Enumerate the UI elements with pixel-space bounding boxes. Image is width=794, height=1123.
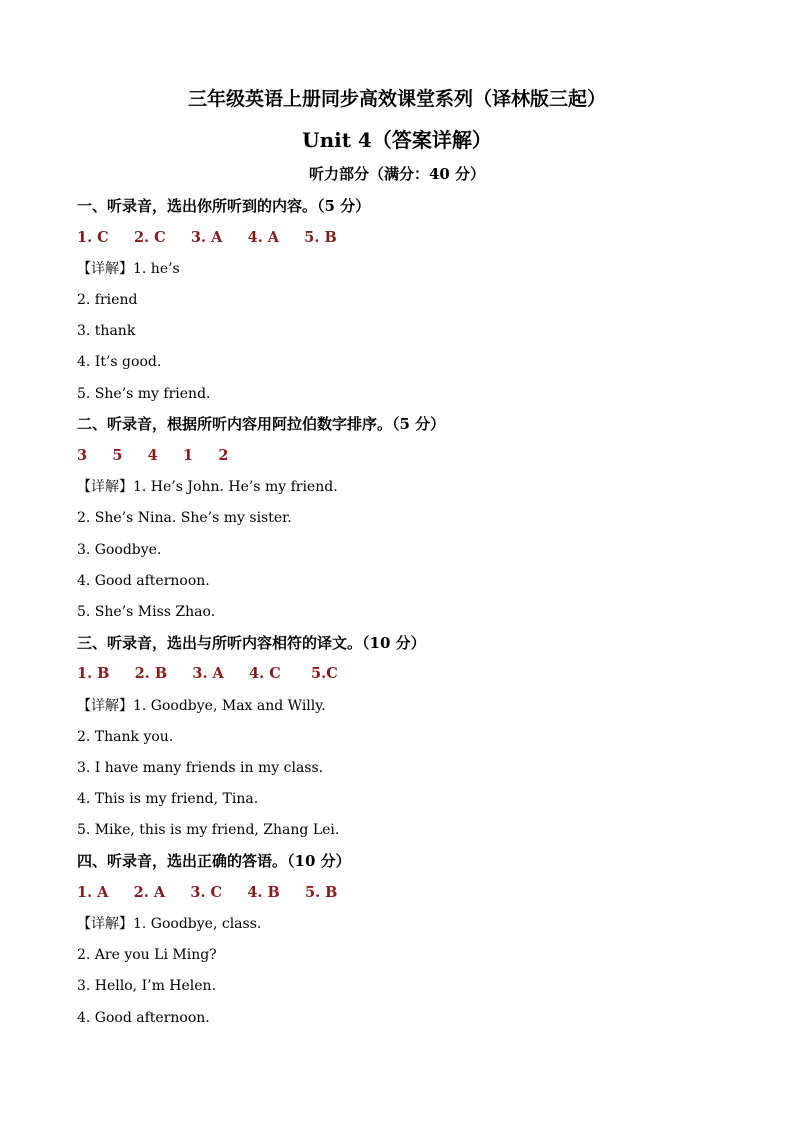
detail-line: 3. I have many friends in my class. [77,760,324,776]
detail-line: 2. Thank you. [77,729,174,745]
detail-line: 【详解】1. he’s [77,261,180,277]
detail-line: 3. Hello, I’m Helen. [77,978,217,994]
detail-line: 4. This is my friend, Tina. [77,791,259,807]
detail-label: 【详解】 [77,261,133,277]
detail-line: 5. Mike, this is my friend, Zhang Lei. [77,822,340,838]
detail-line: 2. friend [77,292,138,308]
detail-line: 3. Goodbye. [77,542,162,558]
part-heading: 听力部分（满分：40 分） [308,165,486,183]
detail-label: 【详解】 [77,698,133,714]
document-title: 三年级英语上册同步高效课堂系列（译林版三起） [187,88,606,110]
section-heading: 二、听录音，根据所听内容用阿拉伯数字排序。（5 分） [77,415,446,433]
section-answers: 1. B 2. B 3. A 4. C 5.C [77,665,338,682]
detail-line: 4. It’s good. [77,354,162,370]
detail-line: 4. Good afternoon. [77,1010,210,1026]
detail-line: 2. Are you Li Ming? [77,947,217,963]
section-answers: 1. C 2. C 3. A 4. A 5. B [77,229,337,246]
document-subtitle: Unit 4（答案详解） [302,128,492,152]
detail-line: 【详解】1. Goodbye, class. [77,916,262,932]
detail-label: 【详解】 [77,916,133,932]
section-answers: 3 5 4 1 2 [77,447,229,464]
section-heading: 三、听录音，选出与所听内容相符的译文。（10 分） [77,634,426,652]
detail-line: 3. thank [77,323,136,339]
detail-line: 4. Good afternoon. [77,573,210,589]
detail-line: 5. She’s Miss Zhao. [77,604,216,620]
detail-line: 2. She’s Nina. She’s my sister. [77,510,292,526]
section-answers: 1. A 2. A 3. C 4. B 5. B [77,884,338,901]
detail-label: 【详解】 [77,479,133,495]
section-heading: 四、听录音，选出正确的答语。（10 分） [77,852,351,870]
detail-line: 5. She’s my friend. [77,386,211,402]
section-heading: 一、听录音，选出你所听到的内容。（5 分） [77,197,371,215]
detail-line: 【详解】1. Goodbye, Max and Willy. [77,698,326,714]
detail-line: 【详解】1. He’s John. He’s my friend. [77,479,338,495]
